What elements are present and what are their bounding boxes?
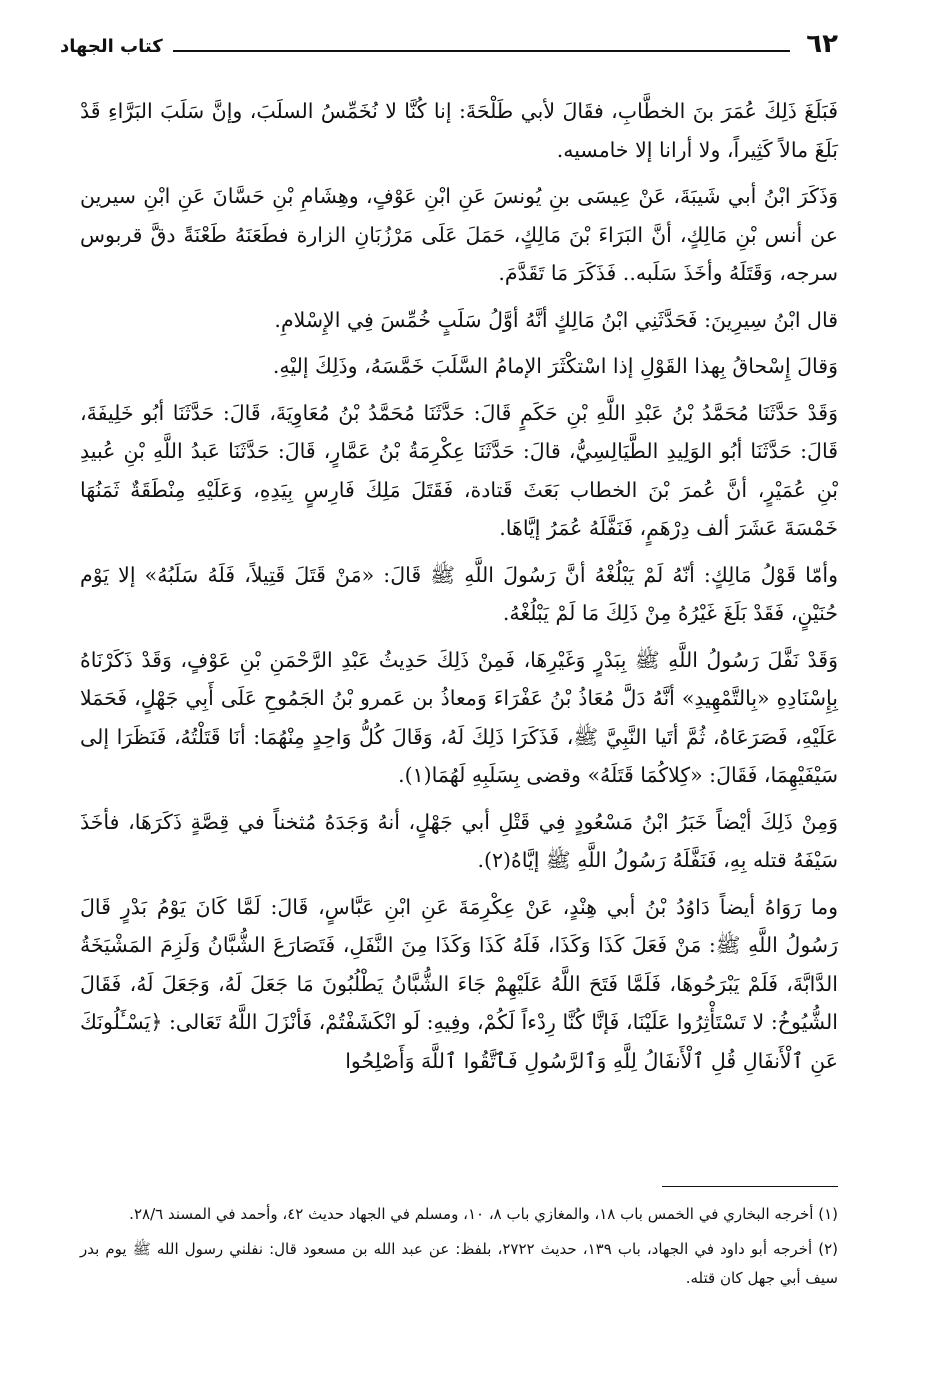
running-header bbox=[60, 22, 838, 62]
paragraph: وَمِنْ ذَلِكَ أيْضاً خَبَرُ ابْنُ مَسْعُودٍ فِي قَتْلِ أبي جَهْلٍ، أنهُ وَجَدَهُ مُثخناً في قِصَّةٍ ذَكَرَهَا، فأخَذَ سَيْفَهُ قتله بِهِ، فَنَفَّلَهُ رَسُولُ اللَّهِ ﷺ إيَّاهُ(٢). bbox=[80, 809, 838, 872]
footnotes bbox=[80, 1200, 838, 1299]
paragraph: وَقَدْ حَدَّثَنَا مُحَمَّدُ بْنُ عَبْدِ اللَّهِ بْنِ حَكَمٍ قَالَ: حَدَّثَنَا مُحَمَّدُ بْنُ مُعَاوِيَةَ، قَالَ: حَدَّثَنَا أبُو خَلِيفَةَ، قَالَ: حَدَّثَنَا أبُو الوَلِيدِ الطَّيَالِسِيُّ، قالَ: حَدَّثَنَا عِكْرِمَةُ بْنُ عَمَّارٍ، قَالَ: حَدَّثَنَا عَبدُ اللَّهِ بْنِ عُبيدِ بْنِ عُمَيْرٍ، أنَّ عُمرَ بْنَ الخطاب بَعَثَ قَتادة، فَقَتَلَ مَلِكَ فَارِسٍ بِيَدِهِ، وَعَلَيْهِ مِنْطَقَةٌ ثَمَنُهَا خَمْسَةَ عَشَرَ ألف دِرْهَمٍ، فَنَفَّلَهُ عُمَرُ إيَّاهَا. bbox=[80, 400, 838, 540]
paragraph: وَقَدْ نَفَّلَ رَسُولُ اللَّهِ ﷺ بِبَدْرٍ وَغَيْرِهَا، فَمِنْ ذَلِكَ حَدِيثُ عَبْدِ الرَّحْمَنِ بْنِ عَوْفٍ، وَقَدْ ذَكَرْنَاهُ بِإِسْنَادِهِ «بِالتَّمْهِيدِ» أنَّهُ دَلَّ مُعَاذُ بْنُ عَفْرَاءَ وَمعاذُ بن عَمرو بْنُ الجَمُوحِ عَلَى أَبِي جَهْلٍ، فَحَمَلا عَلَيْهِ، فَصَرَعَاهُ، ثُمَّ أتَيا النَّبِيَّ ﷺ، فَذَكَرَا ذَلِكَ لَهُ، وَقَالَ كُلُّ وَاحِدٍ مِنْهُمَا: أنَا قَتَلْتُهُ، فَنَظَرَا إلى سَيْفَيْهِمَا، فَقَالَ: «كِلاكُمَا قَتَلَهُ» وقضى بِسَلَبِهِ لَهُمَا(١). bbox=[80, 647, 838, 787]
paragraph: وَذَكَرَ ابْنُ أبي شَيبَةَ، عَنْ عِيسَى بنِ يُونسَ عَنِ ابْنِ عَوْفٍ، وهِشَامِ بْنِ حَسَّانَ عَنِ ابْنِ سيرين عن أنس بْنِ مَالِكٍ، أنَّ البَرَاءَ بْنَ مَالِكٍ، حَمَلَ عَلَى مَرْزُبَانِ الزارة فطَعَنَهُ طَعْنَةً دقَّ قربوس سرجه، وَقَتَلَهُ وأخَذَ سَلَبه.. فَذَكَرَ مَا تَقَدَّمَ. bbox=[80, 184, 838, 285]
footnote: (١) أخرجه البخاري في الخمس باب ١٨، والمغازي باب ٨، ١٠، ومسلم في الجهاد حديث ٤٢، وأحمد في المسند ٢٨/٦. bbox=[129, 1205, 838, 1223]
page-number: ٦٢ bbox=[806, 29, 838, 59]
paragraph: فَبَلَغَ ذَلِكَ عُمَرَ بنَ الخطَّابِ، فقَالَ لأبي طَلْحَةَ: إنا كُنَّا لا نُخَمِّسُ السلَبَ، وإنَّ سَلَبَ البَرَّاءِ قَدْ بَلَغَ مالاً كَثِيراً، ولا أرانا إلا خامسيه. bbox=[80, 99, 838, 162]
paragraph: وما رَوَاهُ أيضاً دَاوُدُ بْنُ أبي هِنْدٍ، عَنْ عِكْرِمَةَ عَنِ ابْنِ عَبَّاسٍ، قَالَ: لَمَّا كَانَ يَوْمُ بَدْرٍ قَالَ رَسُولُ اللَّهِ ﷺ: مَنْ فَعَلَ كَذَا وَكَذَا، فَلَهُ كَذَا وَكَذَا مِنَ النَّفَلِ، فَتَصَارَعَ الشُّبَّانُ وَلَزِمَ المَشْيَخَةُ الدَّابَّةَ، فَلَمْ يَبْرَحُوهَا، فَلَمَّا فَتَحَ اللَّهُ عَلَيْهِمْ جَاءَ الشُّبَّانُ يَطْلُبُونَ مَا جَعَلَ لَهُ، وَجَعَلَ لَهُ، فَقَالَ الشُّيُوخُ: لا تَسْتَأْثِرُوا عَلَيْنَا، فَإنَّا كُنَّا رِدْءاً لَكُمْ، وفِيهِ: لَو انْكَشَفْتُمْ، فَأنْزَلَ اللَّهُ تَعَالى: ﴿يَسْـَٔلُونَكَ عَنِ ٱلْأَنفَالِ قُلِ ٱلْأَنفَالُ لِلَّهِ وَٱلرَّسُولِ فَٱتَّقُوا ٱللَّهَ وَأَصْلِحُوا bbox=[80, 894, 838, 1073]
footnote-separator bbox=[662, 1186, 838, 1187]
paragraph: قال ابْنُ سِيرِينَ: فَحَدَّثَنِي ابْنُ مَالِكٍ أنَّهُ أوَّلُ سَلَبٍ خُمِّسَ فِي الإِسْلامِ. bbox=[274, 307, 838, 332]
footnote: (٢) أخرجه أبو داود في الجهاد، باب ١٣٩، حديث ٢٧٢٢، بلفظ: عن عبد الله بن مسعود قال: نفلني رسول الله ﷺ يوم بدر سيف أبي جهل كان قتله. bbox=[80, 1240, 838, 1287]
header-rule bbox=[173, 50, 791, 52]
paragraph: وَقالَ إِسْحاقُ بِهذا القَوْلِ إذا اسْتكْثَرَ الإمامُ السَّلَبَ خَمَّسَهُ، وذَلِكَ إليْهِ. bbox=[272, 354, 838, 378]
paragraph: وأمّا قَوْلُ مَالِكٍ: أنّهُ لَمْ يَبْلُغْهُ أنَّ رَسُولَ اللَّهِ ﷺ قَالَ: «مَنْ قَتَلَ قَتِيلاً، فَلَهُ سَلَبُهُ» إلا يَوْم حُنَيْنٍ، فَقَدْ بَلَغَ غَيْرُهُ مِنْ ذَلِكَ مَا لَمْ يَبْلُغْهُ. bbox=[80, 562, 838, 625]
body-text bbox=[80, 92, 838, 1088]
book-title: كتاب الجهاد bbox=[60, 36, 163, 57]
